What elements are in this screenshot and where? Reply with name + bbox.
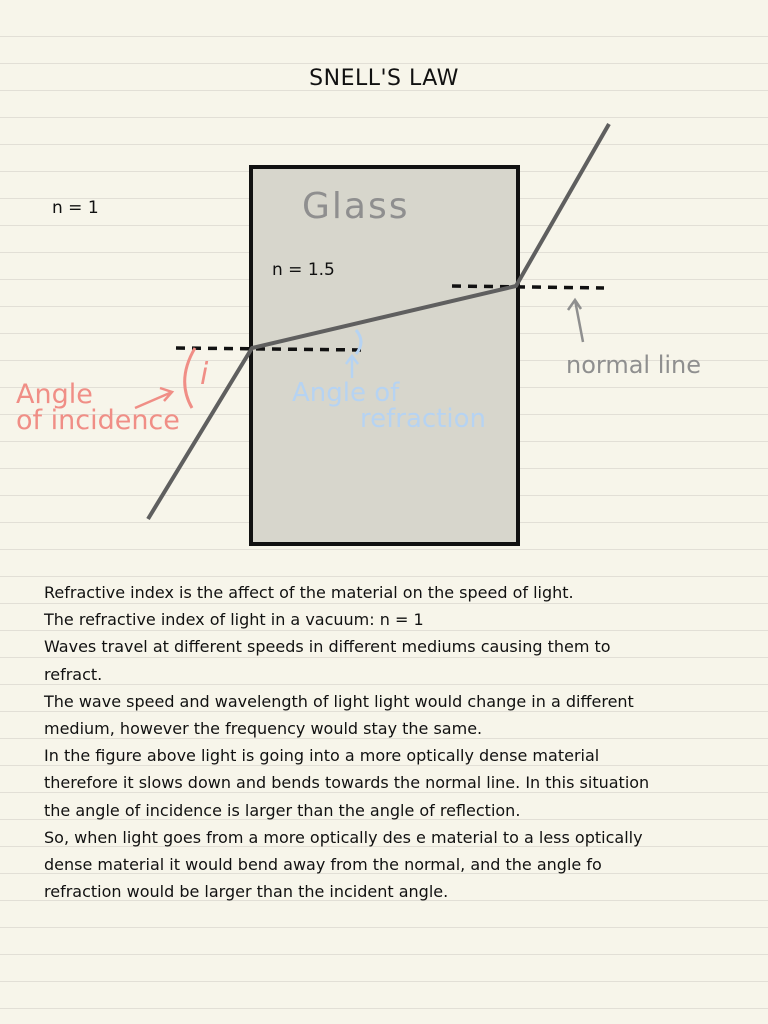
outside-refractive-index: n = 1 [52,198,99,218]
text-line: refraction would be larger than the incident angle. [44,882,449,902]
normal-line-exit [452,286,604,288]
angle-of-incidence-label [16,379,180,436]
refraction-label-line-1: Angle of [292,378,400,408]
normal-arrow [568,300,583,342]
text-line: Waves travel at different speeds in different mediums causing them to [44,637,611,657]
angle-of-refraction-label [290,380,490,432]
glass-refractive-index: n = 1.5 [272,260,335,280]
incidence-symbol: i [200,357,209,392]
glass-label: Glass [302,186,410,227]
text-line: The refractive index of light in a vacuum: n = 1 [44,610,424,630]
incidence-angle-arc [185,348,195,408]
text-line: The wave speed and wavelength of light light would change in a different [44,691,634,711]
text-line: medium, however the frequency would stay the same. [44,719,483,739]
incidence-label-line-2: of incidence [16,405,180,436]
explanation-text [44,579,704,905]
text-line: therefore it slows down and bends towards the normal line. In this situation [44,773,650,793]
text-line: Refractive index is the affect of the material on the speed of light. [44,583,574,602]
text-line: refract. [44,664,103,684]
text-line: dense material it would bend away from the normal, and the angle fo [44,855,602,875]
incidence-label-line-1: Angle [16,379,93,410]
page-title: SNELL'S LAW [309,66,459,91]
text-line: So, when light goes from a more optically des e material to a less optically [44,827,643,847]
text-line: the angle of incidence is larger than the angle of reflection. [44,800,521,820]
normal-line-label: normal line [566,351,702,379]
text-line: In the figure above light is going into a more optically dense material [44,746,600,766]
refraction-label-line-2: refraction [360,404,486,434]
